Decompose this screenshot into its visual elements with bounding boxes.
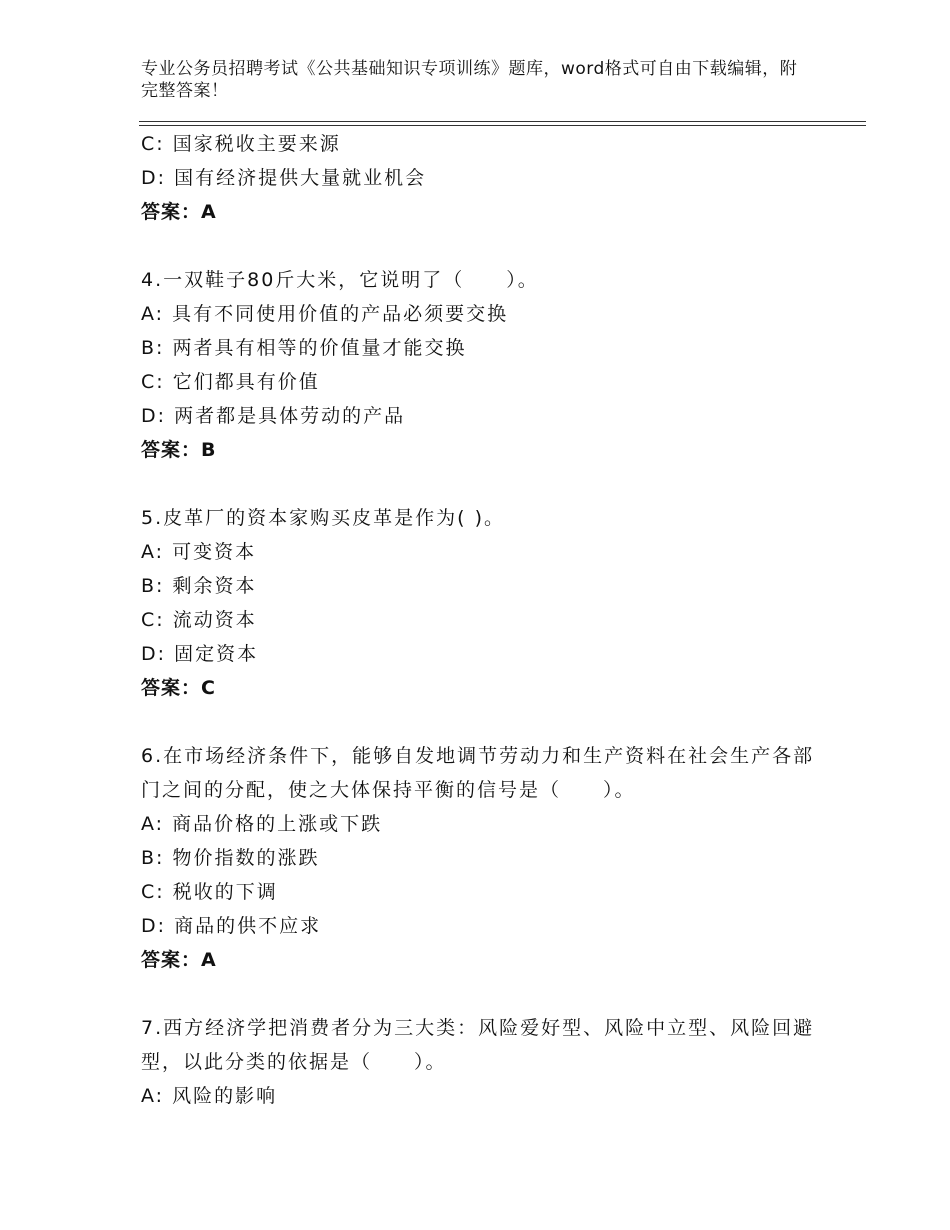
option-text: C: 税收的下调: [141, 881, 278, 903]
answer-text: 答案：A: [141, 201, 217, 223]
option-text: A: 风险的影响: [141, 1085, 278, 1107]
option-text: D: 商品的供不应求: [141, 915, 322, 937]
question-stem: 7.西方经济学把消费者分为三大类：风险爱好型、风险中立型、风险回避型，以此分类的依据是（ ）。: [141, 1017, 815, 1073]
answer-text: 答案：B: [141, 439, 217, 461]
option-text: A: 具有不同使用价值的产品必须要交换: [141, 303, 509, 325]
option-text: B: 物价指数的涨跌: [141, 847, 320, 869]
header-rule-bottom: [139, 125, 866, 126]
question-stem: 4.一双鞋子80斤大米，它说明了（ ）。: [141, 269, 539, 291]
option-text: A: 可变资本: [141, 541, 257, 563]
header-rule-top: [139, 121, 866, 122]
option-text: B: 剩余资本: [141, 575, 257, 597]
answer-text: 答案：C: [141, 677, 216, 699]
option-text: C: 流动资本: [141, 609, 257, 631]
option-text: A: 商品价格的上涨或下跌: [141, 813, 383, 835]
option-text: C: 它们都具有价值: [141, 371, 320, 393]
option-text: D: 国有经济提供大量就业机会: [141, 167, 427, 189]
option-text: D: 两者都是具体劳动的产品: [141, 405, 406, 427]
option-text: B: 两者具有相等的价值量才能交换: [141, 337, 467, 359]
question-list: [141, 127, 821, 1113]
question-stem: 6.在市场经济条件下，能够自发地调节劳动力和生产资料在社会生产各部门之间的分配，使之大体保持平衡的信号是（ ）。: [141, 745, 815, 801]
document-header: 专业公务员招聘考试《公共基础知识专项训练》题库，word格式可自由下载编辑，附完整答案！: [141, 59, 798, 101]
question-stem: 5.皮革厂的资本家购买皮革是作为( )。: [141, 507, 505, 529]
answer-text: 答案：A: [141, 949, 217, 971]
option-text: C: 国家税收主要来源: [141, 133, 341, 155]
option-text: D: 固定资本: [141, 643, 259, 665]
